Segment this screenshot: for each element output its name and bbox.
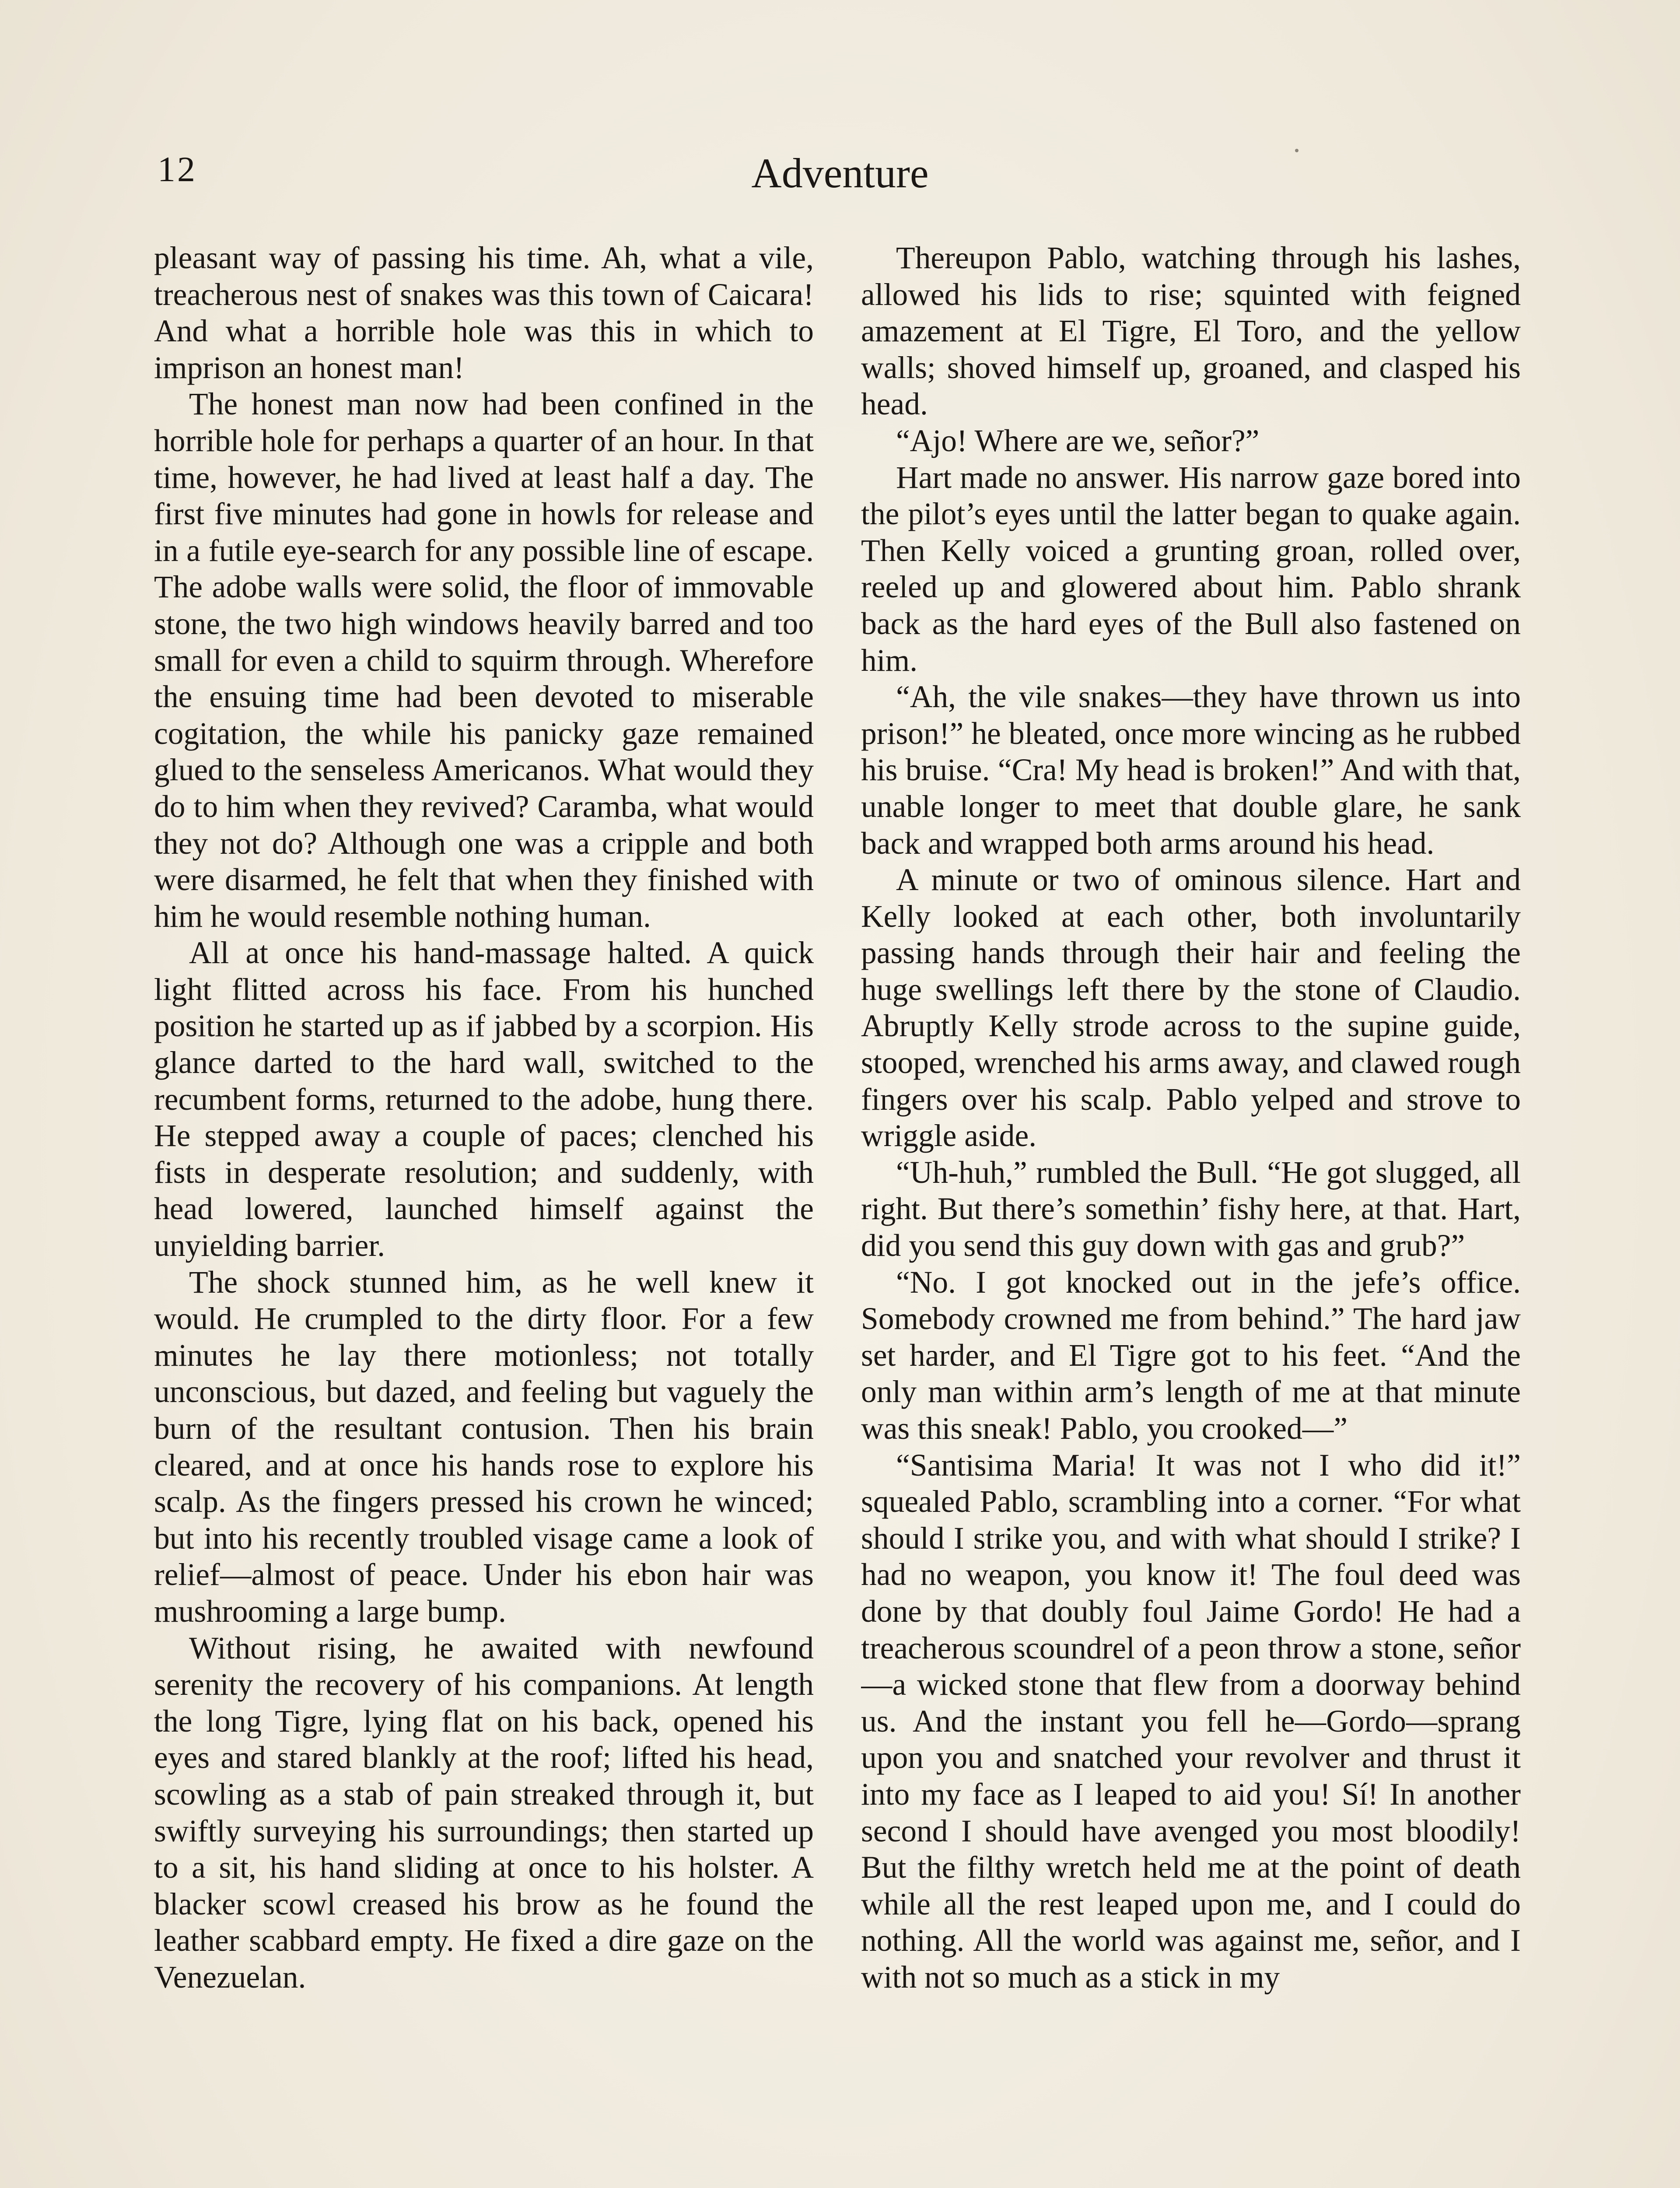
paragraph: pleasant way of passing his time. Ah, what a vile, treacherous nest of snakes was this town of Caicara! And what a horrible hole was this in which to imprison an honest man! bbox=[154, 241, 814, 385]
paragraph: “Santisima Maria! It was not I who did it!” squealed Pablo, scrambling into a corner. “For what should I strike you, and with what should I strike? I had no weapon, you know it! The foul deed was done by that doubly foul Jaime Gordo! He had a treacherous scoundrel of a peon throw a stone, señor—a wicked stone that flew from a doorway behind us. And the instant you fell he—Gordo—sprang upon you and snatched your revolver and thrust it into my face as I leaped to aid you! Sí! In another second I should have avenged you most bloodily! But the filthy wretch held me at the point of death while all the rest leaped upon me, and I could do nothing. All the world was against me, señor, and I with not so much as a stick in my bbox=[861, 1448, 1521, 1995]
paragraph: The honest man now had been confined in the horrible hole for perhaps a quarter of an hour. In that time, however, he had lived at least half a day. The first five minutes had gone in howls for release and in a futile eye-search for any possible line of escape. The adobe walls were solid, the floor of immovable stone, the two high windows heavily barred and too small for even a child to squirm through. Wherefore the ensuing time had been devoted to miserable cogitation, the while his panicky gaze remained glued to the senseless Americanos. What would they do to him when they revived? Caramba, what would they not do? Although one was a cripple and both were disarmed, he felt that when they finished with him he would resemble nothing human. bbox=[154, 387, 814, 934]
page-header bbox=[158, 149, 1522, 206]
paragraph: “No. I got knocked out in the jefe’s office. Somebody crowned me from behind.” The hard jaw set harder, and El Tigre got to his feet. “And the only man within arm’s length of me at that minute was this sneak! Pablo, you crooked—” bbox=[861, 1265, 1521, 1446]
paragraph: “Uh-huh,” rumbled the Bull. “He got slugged, all right. But there’s somethin’ fishy here, at that. Hart, did you send this guy down with gas and grub?” bbox=[861, 1155, 1521, 1263]
paragraph: All at once his hand-massage halted. A quick light flitted across his face. From his hunched position he started up as if jabbed by a scorpion. His glance darted to the hard wall, switched to the recumbent forms, returned to the adobe, hung there. He stepped away a couple of paces; clenched his fists in desperate resolution; and suddenly, with head lowered, launched himself against the unyielding barrier. bbox=[154, 936, 814, 1263]
left-column bbox=[154, 240, 814, 2188]
paragraph: Hart made no answer. His narrow gaze bored into the pilot’s eyes until the latter began to quake again. Then Kelly voiced a grunting groan, rolled over, reeled up and glowered about him. Pablo shrank back as the hard eyes of the Bull also fastened on him. bbox=[861, 460, 1521, 678]
page-number: 12 bbox=[158, 149, 197, 189]
right-column bbox=[861, 240, 1521, 2188]
paragraph: A minute or two of ominous silence. Hart and Kelly looked at each other, both involuntarily passing hands through their hair and feeling the huge swellings left there by the stone of Claudio. Abruptly Kelly strode across to the supine guide, stooped, wrenched his arms away, and clawed rough fingers over his scalp. Pablo yelped and strove to wriggle aside. bbox=[861, 863, 1521, 1154]
paragraph: “Ajo! Where are we, señor?” bbox=[896, 423, 1260, 458]
paragraph: Without rising, he awaited with newfound serenity the recovery of his companions. At length the long Tigre, lying flat on his back, opened his eyes and stared blankly at the roof; lifted his head, scowling as a stab of pain streaked through it, but swiftly surveying his surroundings; then started up to a sit, his hand sliding at once to his holster. A blacker scowl creased his brow as he found the leather scabbard empty. He fixed a dire gaze on the Venezuelan. bbox=[154, 1630, 814, 1995]
paragraph: The shock stunned him, as he well knew it would. He crumpled to the dirty floor. For a few minutes he lay there motionless; not totally unconscious, but dazed, and feeling but vaguely the burn of the resultant contusion. Then his brain cleared, and at once his hands rose to explore his scalp. As the fingers pressed his crown he winced; but into his recently troubled visage came a look of relief—almost of peace. Under his ebon hair was mushrooming a large bump. bbox=[154, 1265, 814, 1629]
running-title: Adventure bbox=[751, 150, 929, 196]
paragraph: Thereupon Pablo, watching through his lashes, allowed his lids to rise; squinted with feigned amazement at El Tigre, El Toro, and the yellow walls; shoved himself up, groaned, and clasped his head. bbox=[861, 241, 1521, 422]
paragraph: “Ah, the vile snakes—they have thrown us into prison!” he bleated, once more wincing as he rubbed his bruise. “Cra! My head is broken!” And with that, unable longer to meet that double glare, he sank back and wrapped both arms around his head. bbox=[861, 680, 1521, 861]
